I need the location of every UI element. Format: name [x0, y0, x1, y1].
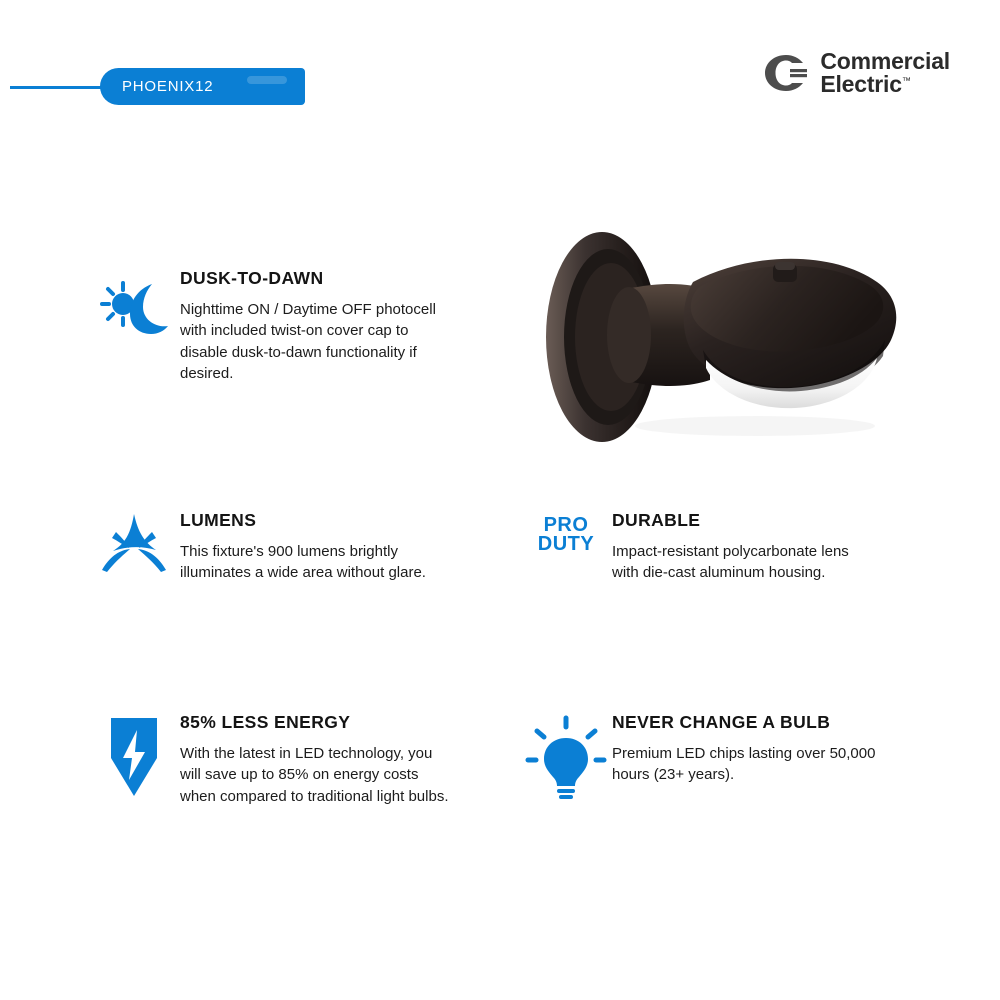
feature-durable-body	[612, 510, 877, 584]
feature-dusk-to-dawn-text: Nighttime ON / Daytime OFF photocell with included twist-on cover cap to disable dusk-to-dawn functionality if desired.	[180, 301, 436, 382]
sun-moon-icon	[88, 268, 180, 346]
page-header	[0, 0, 1000, 150]
model-tag-label: PHOENIX12	[122, 78, 214, 95]
feature-dusk-to-dawn	[88, 268, 478, 384]
feature-durable-title: DURABLE	[612, 510, 701, 530]
feature-less-energy-title: 85% LESS ENERGY	[180, 712, 351, 732]
banner-highlight	[247, 76, 287, 84]
feature-lumens-text: This fixture's 900 lumens brightly illuminates a wide area without glare.	[180, 543, 426, 582]
feature-less-energy-body	[180, 712, 455, 807]
feature-never-change-bulb	[520, 712, 920, 800]
light-bulb-icon	[520, 712, 612, 800]
brand-logo	[762, 50, 950, 97]
model-banner	[10, 68, 310, 108]
outdoor-wall-lantern-photo	[505, 190, 965, 490]
pro-duty-line-1: PRO	[543, 514, 589, 536]
brand-line-2-text: Electric	[820, 71, 902, 98]
energy-bolt-shield-icon	[88, 712, 180, 800]
feature-never-change-bulb-title: NEVER CHANGE A BULB	[612, 712, 831, 732]
brand-line-1: Commercial	[820, 48, 950, 74]
pro-duty-line-2: DUTY	[537, 533, 595, 555]
feature-durable	[520, 510, 920, 584]
feature-lumens-body	[180, 510, 445, 584]
feature-less-energy	[88, 712, 488, 807]
brand-trademark: ™	[901, 75, 911, 86]
starburst-icon	[88, 510, 180, 574]
model-tag	[100, 68, 305, 105]
commercial-electric-logo-icon	[762, 53, 810, 93]
feature-lumens-title: LUMENS	[180, 510, 257, 530]
feature-dusk-to-dawn-title: DUSK-TO-DAWN	[180, 268, 324, 288]
feature-never-change-bulb-text: Premium LED chips lasting over 50,000 hours (23+ years).	[612, 745, 876, 784]
brand-wordmark	[820, 50, 950, 97]
brand-line-2	[820, 73, 950, 96]
feature-dusk-to-dawn-body	[180, 268, 450, 384]
feature-durable-text: Impact-resistant polycarbonate lens with die-cast aluminum housing.	[612, 543, 849, 582]
pro-duty-badge-icon	[520, 510, 612, 554]
feature-lumens	[88, 510, 478, 584]
feature-never-change-bulb-body	[612, 712, 877, 786]
feature-less-energy-text: With the latest in LED technology, you will save up to 85% on energy costs when compared to traditional light bulbs.	[180, 745, 449, 805]
